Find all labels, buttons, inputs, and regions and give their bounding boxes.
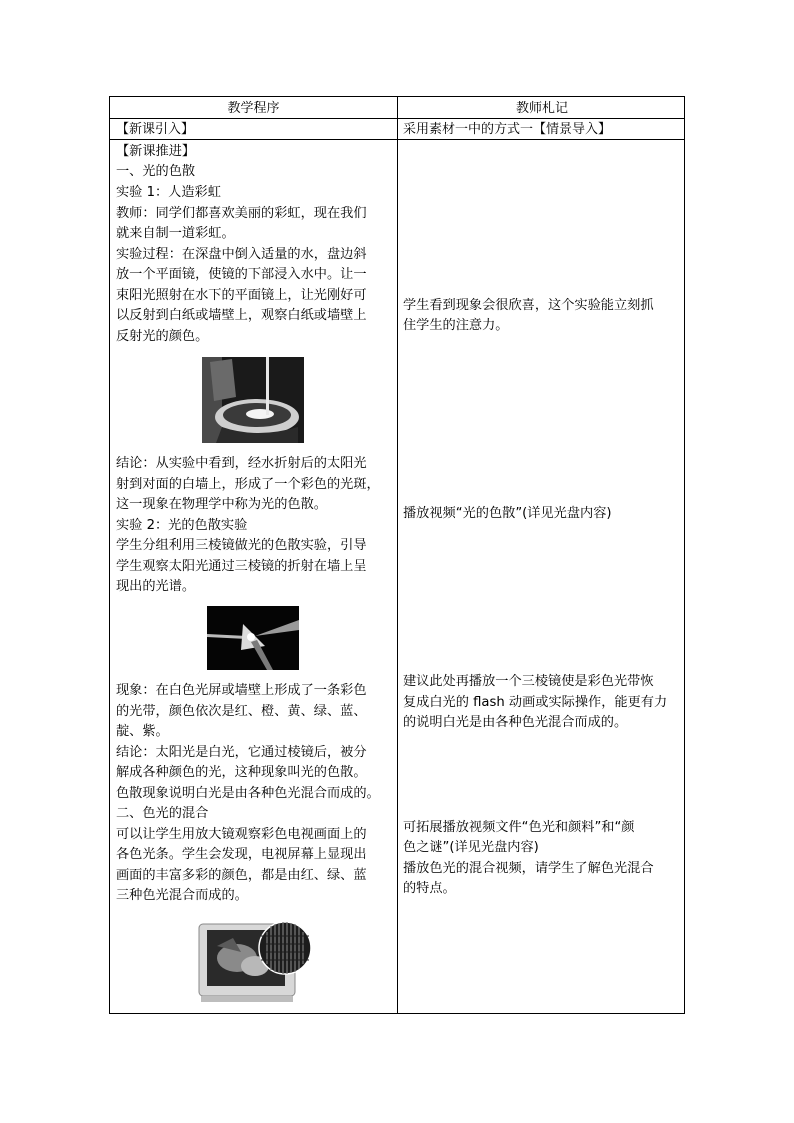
experiment2-line-2: 学生观察太阳光通过三棱镜的折射在墙上呈 [116,559,367,574]
conclusion1-line-3: 这一现象在物理学中称为光的色散。 [116,497,327,512]
process-line-4: 以反射到白纸或墙壁上，观察白纸或墙壁上 [116,308,367,323]
note1-line-1: 学生看到现象会很欣喜，这个实验能立刻抓 [403,298,654,313]
experiment2-line-3: 现出的光谱。 [116,579,196,594]
mixing-line-2: 各色光条。学生会发现，电视屏幕上显现出 [116,847,367,862]
intro-left: 【新课引入】 [116,122,195,137]
note2-line-1: 播放视频“光的色散”(详见光盘内容) [403,506,612,521]
note3-line-3: 的说明白光是由各种色光混合而成的。 [403,715,628,730]
section2-title: 二、色光的混合 [116,806,209,821]
header-left: 教学程序 [227,101,280,116]
experiment2-title: 实验 2：光的色散实验 [116,518,248,533]
process-line-2: 放一个平面镜，使镜的下部浸入水中。让一 [116,267,367,282]
column-divider [397,97,398,1013]
artificial-rainbow-photo [202,357,304,443]
dispersion-summary: 色散现象说明白光是由各种色光混合而成的。 [116,786,380,801]
process-line-1: 实验过程：在深盘中倒入适量的水，盘边斜 [116,247,367,262]
process-line-3: 束阳光照射在水下的平面镜上，让光刚好可 [116,288,367,303]
conclusion2-line-2: 解成各种颜色的光，这种现象叫光的色散。 [116,765,367,780]
experiment1-title: 实验 1：人造彩虹 [116,185,221,200]
conclusion2-line-1: 结论：太阳光是白光，它通过棱镜后，被分 [116,745,367,760]
teacher-line-2: 就来自制一道彩虹。 [116,226,235,241]
conclusion1-line-1: 结论：从实验中看到，经水折射后的太阳光 [116,456,367,471]
note3-line-2: 复成白光的 flash 动画或实际操作，能更有力 [403,695,668,710]
teacher-line-1: 教师：同学们都喜欢美丽的彩虹，现在我们 [116,206,367,221]
mixing-line-4: 三种色光混合而成的。 [116,888,248,903]
intro-right: 采用素材一中的方式一【情景导入】 [403,122,612,137]
section1-title: 一、光的色散 [116,164,196,179]
mixing-line-3: 画面的丰富多彩的颜色，都是由红、绿、蓝 [116,868,367,883]
phenomenon-line-3: 靛、紫。 [116,724,169,739]
note4-line-4: 的特点。 [403,881,456,896]
note1-line-2: 住学生的注意力。 [403,318,509,333]
note4-line-1: 可拓展播放视频文件“色光和颜料”和“颜 [403,820,635,835]
header-right: 教师札记 [515,101,568,116]
note4-line-3: 播放色光的混合视频，请学生了解色光混合 [403,861,654,876]
prism-dispersion-photo [207,606,299,670]
phenomenon-line-1: 现象：在白色光屏或墙壁上形成了一条彩色 [116,683,367,698]
conclusion1-line-2: 射到对面的白墙上，形成了一个彩色的光斑， [116,477,380,492]
color-tv-photo [197,918,313,1004]
experiment2-line-1: 学生分组利用三棱镜做光的色散实验，引导 [116,538,367,553]
mixing-line-1: 可以让学生用放大镜观察彩色电视画面上的 [116,827,367,842]
note3-line-1: 建议此处再播放一个三棱镜使是彩色光带恢 [403,674,654,689]
phenomenon-line-2: 的光带，颜色依次是红、橙、黄、绿、蓝、 [116,704,367,719]
process-line-5: 反射光的颜色。 [116,329,209,344]
note4-line-2: 色之谜”(详见光盘内容) [403,840,539,855]
new-lesson-heading: 【新课推进】 [116,144,196,159]
